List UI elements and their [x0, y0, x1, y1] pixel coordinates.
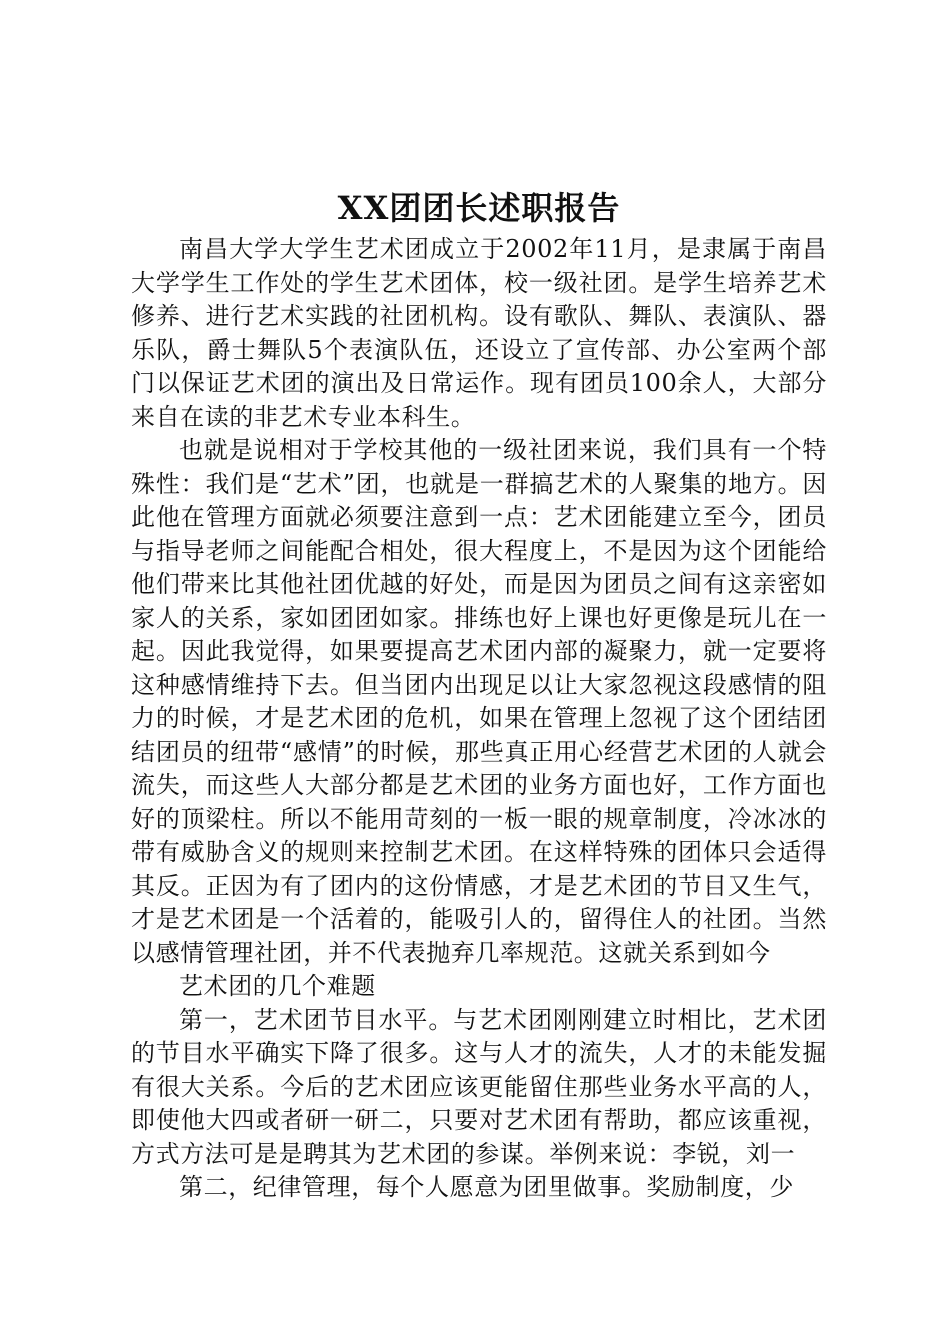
paragraph-management: 也就是说相对于学校其他的一级社团来说，我们具有一个特殊性：我们是“艺术”团，也就是一群搞艺术的人聚集的地方。因此他在管理方面就必须要注意到一点：艺术团能建立至今，团员与指导老师之间能配合相处，很大程度上，不是因为这个团能给他们带来比其他社团优越的好处，而是因为团员之间有这亲密如家人的关系，家如团团如家。排练也好上课也好更像是玩儿在一起。因此我觉得，如果要提高艺术团内部的凝聚力，就一定要将这种感情维持下去。但当团内出现足以让大家忽视这段感情的阻力的时候，才是艺术团的危机，如果在管理上忽视了这个团结团结团员的纽带“感情”的时候，那些真正用心经营艺术团的人就会流失，而这些人大部分都是艺术团的业务方面也好，工作方面也好的顶梁柱。所以不能用苛刻的一板一眼的规章制度，冷冰冰的带有威胁含义的规则来控制艺术团。在这样特殊的团体只会适得其反。正因为有了团内的这份情感，才是艺术团的节目又生气，才是艺术团是一个活着的，能吸引人的，留得住人的社团。当然以感情管理社团，并不代表抛弃几率规范。这就关系到如今: [131, 436, 827, 967]
paragraph-intro: 南昌大学大学生艺术团成立于2002年11月，是隶属于南昌大学学生工作处的学生艺术团体，校一级社团。是学生培养艺术修养、进行艺术实践的社团机构。设有歌队、舞队、表演队、器乐队，爵士舞队5个表演队伍，还设立了宣传部、办公室两个部门以保证艺术团的演出及日常运作。现有团员100余人，大部分来自在读的非艺术专业本科生。: [131, 235, 827, 431]
document-title: XX团团长述职报告: [337, 189, 621, 227]
paragraph-problems-heading: 艺术团的几个难题: [179, 972, 376, 1000]
paragraph-problem-one: 第一，艺术团节目水平。与艺术团刚刚建立时相比，艺术团的节目水平确实下降了很多。这与人才的流失，人才的未能发掘有很大关系。今后的艺术团应该更能留住那些业务水平高的人，即使他大四或者研一研二，只要对艺术团有帮助，都应该重视，方式方法可是是聘其为艺术团的参谋。举例来说：李锐，刘一: [131, 1005, 827, 1168]
document-body: [131, 183, 827, 1205]
paragraph-problem-two: 第二，纪律管理，每个人愿意为团里做事。奖励制度，少: [179, 1173, 794, 1201]
